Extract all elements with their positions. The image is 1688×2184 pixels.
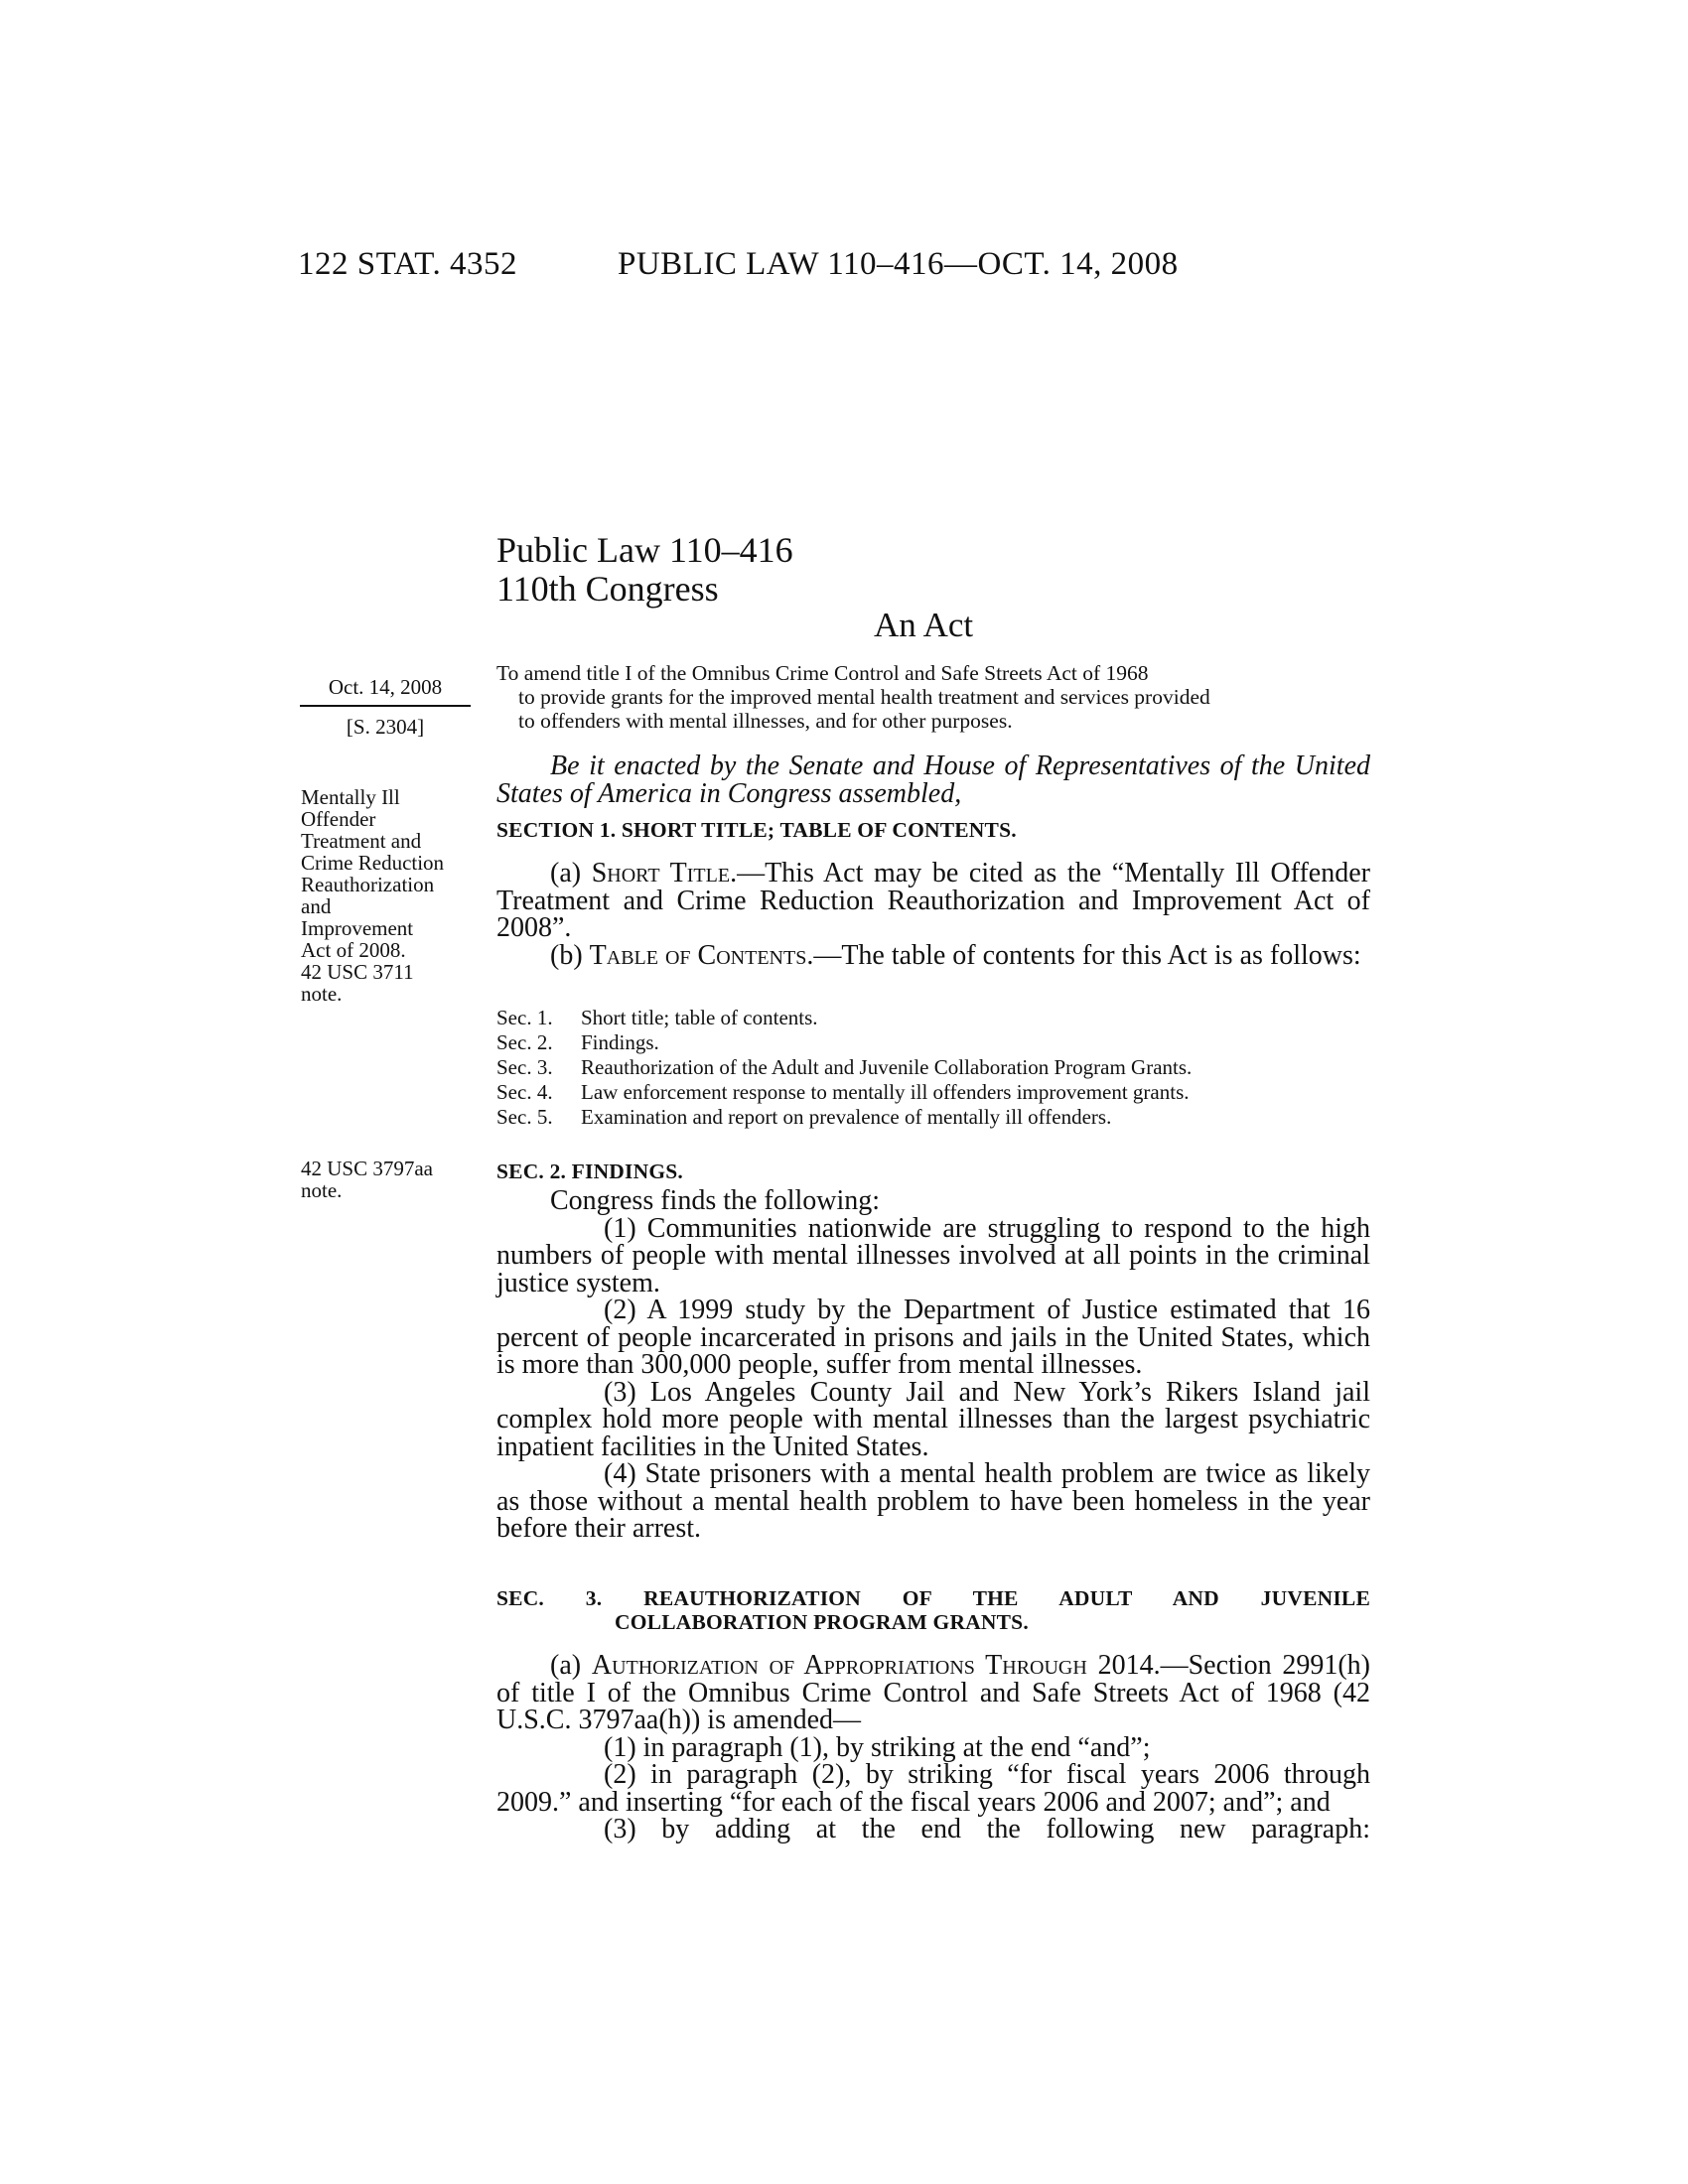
finding-item: (4) State prisoners with a mental health problem are twice as likely as those without a mental health problem to have been homeless in the year before their arrest. bbox=[496, 1458, 1370, 1544]
margin-note-line: Mentally Ill bbox=[301, 785, 400, 809]
findings-intro: Congress finds the following: bbox=[550, 1185, 881, 1216]
toc-entry[interactable] bbox=[496, 1006, 1370, 1030]
toc-text: Findings. bbox=[581, 1030, 659, 1054]
amendment-item: (3) by adding at the end the following new paragraph: bbox=[604, 1814, 1370, 1844]
toc-label: Sec. bbox=[496, 1105, 532, 1129]
public-law-number: Public Law 110–416 bbox=[496, 530, 793, 570]
law-date-header: PUBLIC LAW 110–416—OCT. 14, 2008 bbox=[618, 246, 1179, 282]
toc-entry[interactable] bbox=[496, 1030, 1370, 1055]
margin-note-line: and bbox=[301, 894, 332, 918]
toc-number: 2. bbox=[536, 1030, 553, 1054]
purpose-line: to provide grants for the improved mental health treatment and services provided bbox=[518, 685, 1210, 709]
section-3-heading-line: COLLABORATION PROGRAM GRANTS. bbox=[615, 1610, 1029, 1634]
finding-item: (3) Los Angeles County Jail and New York’s Rikers Island jail complex hold more people with mental illnesses than the largest psychiatric inpatient facilities in the United States. bbox=[496, 1376, 1370, 1462]
toc-entry[interactable] bbox=[496, 1105, 1370, 1130]
section-3-heading-line: SEC. 3. REAUTHORIZATION OF THE ADULT AND JUVENILE bbox=[496, 1586, 1370, 1610]
margin-note-line: note. bbox=[301, 982, 343, 1006]
toc-label: Sec. bbox=[496, 1030, 532, 1054]
margin-date: Oct. 14, 2008 bbox=[300, 675, 471, 707]
toc-number: 3. bbox=[536, 1055, 553, 1079]
act-heading: An Act bbox=[874, 606, 974, 644]
subsection-b bbox=[496, 939, 1370, 971]
toc-label: Sec. bbox=[496, 1080, 532, 1104]
toc-label: Sec. bbox=[496, 1055, 532, 1079]
section-1-body bbox=[496, 860, 1370, 969]
margin-enactment-box bbox=[300, 675, 471, 740]
congress-number: 110th Congress bbox=[496, 569, 719, 609]
margin-note-line: 42 USC 3797aa bbox=[301, 1157, 433, 1180]
margin-note-line: Improvement bbox=[301, 916, 414, 940]
margin-note-line: Act of 2008. bbox=[301, 938, 406, 962]
subsection-text: .—This Act may be cited as the “Mentally Ill Offender Treatment and Crime Reduction Reauthorization and Improvement Act of 2008”. bbox=[496, 858, 1370, 943]
subsection-a bbox=[496, 860, 1370, 942]
margin-note-line: Crime Reduction bbox=[301, 851, 445, 875]
toc-number: 4. bbox=[536, 1080, 553, 1104]
toc-entry[interactable] bbox=[496, 1080, 1370, 1105]
toc-text: Examination and report on prevalence of mentally ill offenders. bbox=[581, 1105, 1112, 1129]
subsection-a bbox=[496, 1652, 1370, 1734]
table-of-contents bbox=[496, 1006, 1370, 1130]
toc-label: Sec. bbox=[496, 1006, 532, 1029]
margin-note-findings bbox=[301, 1158, 475, 1201]
amendment-item: (1) in paragraph (1), by striking at the end “and”; bbox=[604, 1731, 1151, 1763]
margin-note-line: 42 USC 3711 bbox=[301, 960, 414, 984]
subsection-label: (b) bbox=[550, 939, 590, 971]
subsection-label: (a) bbox=[550, 858, 592, 888]
toc-text: Law enforcement response to mentally ill offenders improvement grants. bbox=[581, 1080, 1190, 1104]
margin-bill-number: [S. 2304] bbox=[346, 715, 425, 739]
toc-text: Reauthorization of the Adult and Juvenile Collaboration Program Grants. bbox=[581, 1055, 1193, 1079]
purpose-line: to offenders with mental illnesses, and for other purposes. bbox=[518, 709, 1013, 733]
toc-text: Short title; table of contents. bbox=[581, 1006, 818, 1029]
statute-citation: 122 STAT. 4352 bbox=[298, 246, 518, 282]
title-block bbox=[496, 531, 793, 609]
toc-number: 1. bbox=[536, 1006, 553, 1029]
section-1-heading: SECTION 1. SHORT TITLE; TABLE OF CONTENTS. bbox=[496, 818, 1017, 842]
purpose-statement bbox=[496, 661, 1370, 733]
toc-number: 5. bbox=[536, 1105, 553, 1129]
margin-note-line: Offender bbox=[301, 807, 376, 831]
subsection-label: (a) bbox=[550, 1650, 592, 1681]
subsection-heading: Table of Contents bbox=[589, 939, 807, 971]
purpose-line: To amend title I of the Omnibus Crime Control and Safe Streets Act of 1968 bbox=[496, 661, 1149, 685]
finding-item: (1) Communities nationwide are struggling to respond to the high numbers of people with mental illnesses involved at all points in the criminal justice system. bbox=[496, 1212, 1370, 1298]
margin-note-line: Treatment and bbox=[301, 829, 422, 853]
amendment-item: (2) in paragraph (2), by striking “for fiscal years 2006 through 2009.” and inserting “for each of the fiscal years 2006 and 2007; and”; and bbox=[496, 1759, 1370, 1818]
toc-entry[interactable] bbox=[496, 1055, 1370, 1080]
section-2-body bbox=[496, 1187, 1370, 1543]
section-3-body bbox=[496, 1652, 1370, 1843]
margin-note-line: Reauthorization bbox=[301, 873, 435, 896]
section-3-heading bbox=[496, 1586, 1370, 1634]
margin-note-short-title bbox=[301, 786, 475, 1005]
subsection-heading: Short Title bbox=[591, 858, 731, 888]
section-2-heading: SEC. 2. FINDINGS. bbox=[496, 1160, 683, 1183]
subsection-text: .—The table of contents for this Act is as follows: bbox=[806, 939, 1361, 971]
finding-item: (2) A 1999 study by the Department of Justice estimated that 16 percent of people incarcerated in prisons and jails in the United States, which is more than 300,000 people, suffer from mental illnesses. bbox=[496, 1295, 1370, 1380]
subsection-text: .—Section 2991(h) of title I of the Omnibus Crime Control and Safe Streets Act of 1968 (42 U.S.C. 3797aa(h)) is amended— bbox=[496, 1650, 1371, 1735]
enacting-text: Be it enacted by the Senate and House of Representatives of the United States of America in Congress assembled, bbox=[496, 751, 1370, 809]
enacting-clause bbox=[496, 752, 1370, 807]
margin-note-line: note. bbox=[301, 1178, 343, 1202]
subsection-heading: Authorization of Appropriations Through 2014 bbox=[591, 1650, 1154, 1681]
